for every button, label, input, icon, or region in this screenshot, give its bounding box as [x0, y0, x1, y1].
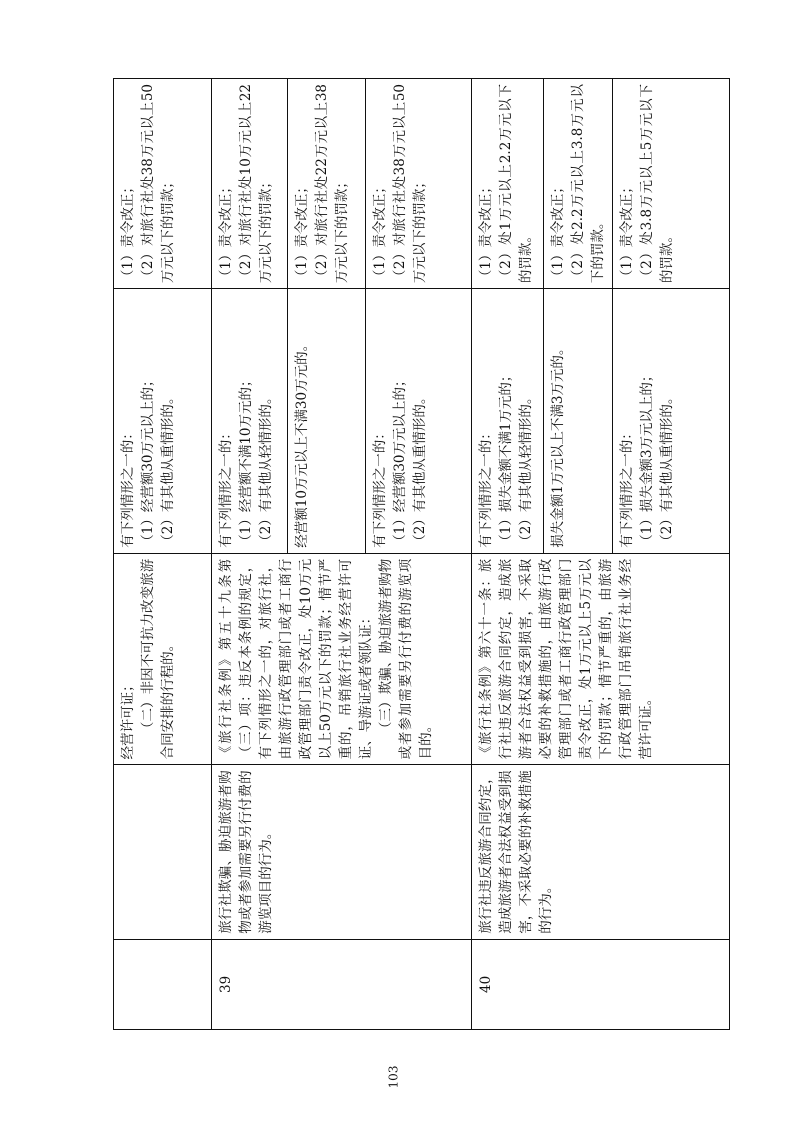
table-row	[472, 79, 544, 1030]
legal-basis-cell	[114, 553, 212, 765]
table-row	[114, 79, 212, 1030]
page-number: 103	[386, 1065, 401, 1089]
condition-line: 有下列情形之一的：	[372, 426, 388, 548]
penalty-line: （2）处3.8万元以上5万元以下的罚款。	[639, 84, 675, 284]
penalty-line: （2）对旅行社处10万元以上22万元以下的罚款；	[238, 84, 274, 284]
condition-line: 有下列情形之一的：	[120, 426, 136, 548]
condition-cell	[366, 289, 472, 554]
violation-cell: 旅行社欺骗、胁迫旅游者购物或者参加需要另行付费的游览项目的行为。	[212, 765, 472, 939]
penalty-line: （2）处1万元以上2.2万元以下的罚款。	[498, 84, 534, 284]
penalty-line: （1）责令改正；	[478, 180, 494, 284]
penalty-cell	[472, 79, 544, 289]
penalty-cell	[212, 79, 288, 289]
condition-cell	[472, 289, 544, 554]
penalty-line: （1）责令改正；	[619, 180, 635, 284]
penalty-line: （1）责令改正；	[372, 180, 388, 284]
row-number-cell: 39	[212, 939, 472, 1029]
basis-text: （三）欺骗、胁迫旅游者购物或者参加需要另行付费的游览项目的。	[378, 558, 434, 760]
condition-line: 经营额10万元以上不满30万元的。	[294, 337, 310, 548]
condition-cell	[613, 289, 730, 554]
table-row	[212, 79, 288, 1030]
condition-line: （1）损失金额3万元以上的；	[639, 368, 655, 548]
legal-basis-cell	[212, 553, 472, 765]
condition-line: 有下列情形之一的：	[218, 426, 234, 548]
penalty-cell	[114, 79, 212, 289]
penalty-line: （1）责令改正；	[120, 180, 136, 284]
legal-basis-cell	[472, 553, 730, 765]
basis-text: 经营许可证；	[120, 678, 136, 760]
penalty-line: （1）责令改正；	[550, 180, 566, 284]
basis-text: （二）非因不可抗力改变旅游合同安排的行程的。	[140, 558, 176, 760]
penalty-line: （2）对旅行社处22万元以上38万元以下的罚款；	[314, 84, 350, 284]
condition-cell	[288, 289, 366, 554]
condition-line: （1）经营额30万元以上的；	[140, 373, 156, 548]
row-number-cell: 40	[472, 939, 730, 1029]
condition-line: （2）有其他从轻情形的。	[258, 390, 274, 548]
penalty-cell	[544, 79, 613, 289]
penalty-cell	[288, 79, 366, 289]
condition-line: （2）有其他从轻情形的。	[518, 390, 534, 548]
penalty-line: （2）对旅行社处38万元以上50万元以下的罚款；	[140, 84, 176, 284]
penalty-standard-table	[113, 78, 730, 1030]
basis-text: 《旅行社条例》第六十一条：旅行社违反旅游合同约定，造成旅游者合法权益受到损害，不采取必要的补救措施的，由旅游行政管理部门或者工商行政管理部门责令改正，处1万元以上5万元以下的罚款；情节严重的，由旅游行政管理部门吊销旅行社业务经营许可证。	[478, 558, 654, 760]
penalty-line: （1）责令改正；	[218, 180, 234, 284]
basis-text: 《旅行社条例》第五十九条第（三）项：违反本条例的规定，有下列情形之一的，对旅行社，由旅游行政管理部门或者工商行政管理部门责令改正，处10万元以上50万元以下的罚款；情节严重的，吊销旅行社业务经营许可证、导游证或者领队证：	[218, 558, 374, 760]
condition-line: （2）有其他从重情形的。	[160, 390, 176, 548]
condition-cell	[212, 289, 288, 554]
condition-line: （2）有其他从重情形的。	[659, 390, 675, 548]
condition-line: 损失金额1万元以上不满3万元的。	[550, 341, 566, 548]
penalty-line: （2）处2.2万元以上3.8万元以下的罚款。	[570, 84, 606, 284]
condition-line: 有下列情形之一的：	[619, 426, 635, 548]
penalty-cell	[613, 79, 730, 289]
row-number-cell	[114, 939, 212, 1029]
condition-line: （1）经营额不满10万元的；	[238, 373, 254, 548]
rotated-table-container	[113, 78, 724, 1030]
condition-line: （1）损失金额不满1万元的；	[498, 368, 514, 548]
violation-cell	[114, 765, 212, 939]
condition-line: （1）经营额30万元以上的；	[392, 373, 408, 548]
penalty-cell	[366, 79, 472, 289]
violation-cell: 旅行社违反旅游合同约定，造成旅游者合法权益受到损害，不采取必要的补救措施的行为。	[472, 765, 730, 939]
penalty-line: （2）对旅行社处38万元以上50万元以下的罚款；	[392, 84, 428, 284]
condition-cell	[544, 289, 613, 554]
condition-line: 有下列情形之一的：	[478, 426, 494, 548]
condition-line: （2）有其他从重情形的。	[412, 390, 428, 548]
condition-cell	[114, 289, 212, 554]
penalty-line: （1）责令改正；	[294, 180, 310, 284]
